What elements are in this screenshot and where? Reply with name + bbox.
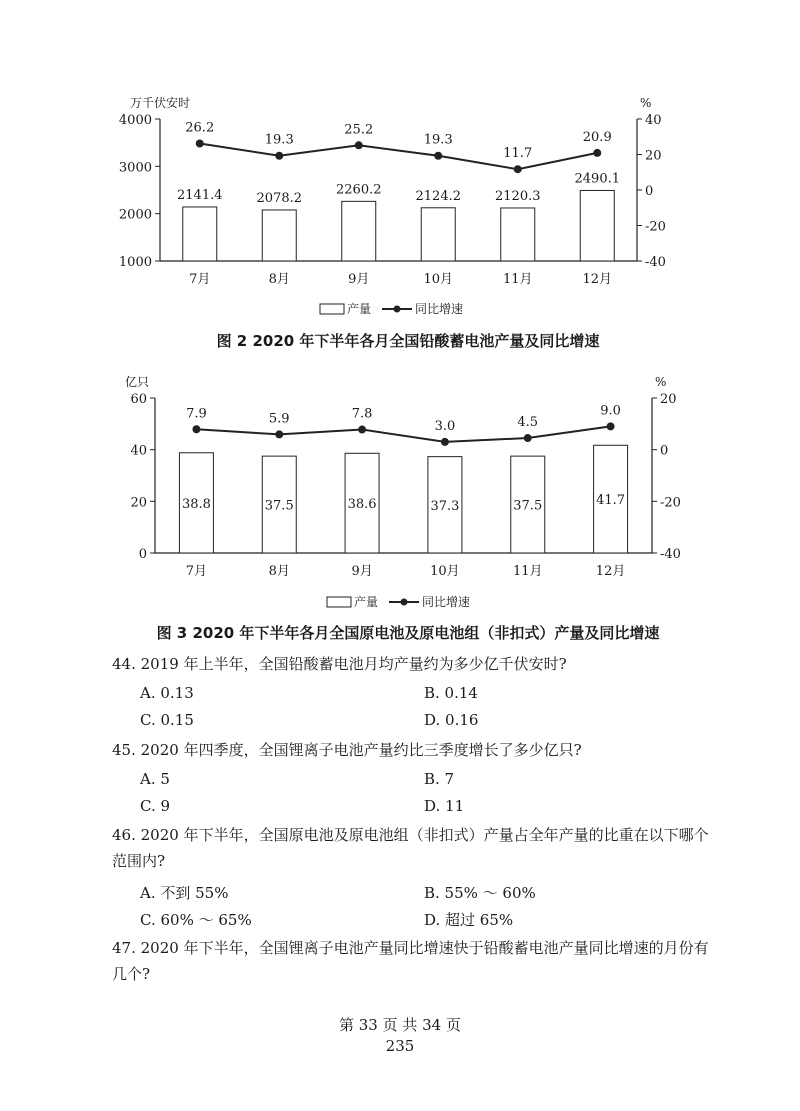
growth-value-label: 25.2 bbox=[344, 122, 374, 138]
bar-value-label: 2078.2 bbox=[256, 190, 302, 206]
right-tick-label: -20 bbox=[645, 219, 666, 235]
growth-point-11月 bbox=[514, 165, 522, 173]
growth-point-12月 bbox=[593, 149, 601, 157]
q46-option-d[interactable]: D. 超过 65% bbox=[424, 911, 514, 929]
bar-7月 bbox=[183, 207, 217, 261]
growth-point-9月 bbox=[355, 141, 363, 149]
q46-option-b[interactable]: B. 55% ～ 60% bbox=[424, 884, 536, 902]
q46-option-a[interactable]: A. 不到 55% bbox=[140, 884, 229, 902]
left-axis-unit: 亿只 bbox=[125, 375, 150, 389]
chart-3-caption: 图 3 2020 年下半年各月全国原电池及原电池组（非扣式）产量及同比增速 bbox=[156, 624, 660, 642]
bar-value-label: 38.8 bbox=[181, 496, 211, 512]
growth-value-label: 19.3 bbox=[423, 132, 453, 148]
bar-value-label: 2120.3 bbox=[495, 188, 541, 204]
question-44-stem: 44. 2019 年上半年，全国铅酸蓄电池月均产量约为多少亿千伏安时? bbox=[112, 655, 567, 673]
x-tick-label: 7月 bbox=[185, 564, 208, 579]
legend-bar-swatch bbox=[320, 304, 344, 314]
bar-12月 bbox=[580, 190, 614, 261]
left-tick-label: 4000 bbox=[118, 113, 152, 128]
x-tick-label: 9月 bbox=[351, 564, 373, 579]
q46-option-c[interactable]: C. 60% ～ 65% bbox=[140, 911, 252, 929]
growth-value-label: 26.2 bbox=[185, 120, 215, 136]
growth-point-10月 bbox=[441, 438, 449, 446]
right-tick-label: 0 bbox=[645, 184, 654, 199]
bar-value-label: 2141.4 bbox=[177, 187, 223, 203]
primary-battery-chart bbox=[0, 360, 800, 615]
left-tick-label: 60 bbox=[130, 392, 147, 407]
bar-value-label: 2124.2 bbox=[415, 188, 461, 204]
right-tick-label: 20 bbox=[660, 392, 677, 407]
x-tick-label: 10月 bbox=[423, 272, 454, 287]
x-tick-label: 10月 bbox=[430, 564, 460, 579]
left-tick-label: 3000 bbox=[118, 160, 152, 176]
growth-value-label: 20.9 bbox=[582, 129, 612, 145]
bar-value-label: 37.5 bbox=[513, 498, 543, 514]
bar-value-label: 2490.1 bbox=[574, 171, 620, 187]
left-tick-label: 2000 bbox=[118, 207, 152, 223]
left-tick-label: 20 bbox=[130, 495, 147, 511]
page-indicator: 第 33 页 共 34 页 bbox=[338, 1016, 461, 1034]
left-tick-label: 0 bbox=[138, 547, 147, 562]
q45-option-d[interactable]: D. 11 bbox=[424, 797, 465, 815]
q45-option-a[interactable]: A. 5 bbox=[140, 770, 170, 788]
right-axis-unit: % bbox=[655, 375, 667, 389]
x-tick-label: 12月 bbox=[582, 272, 613, 287]
bar-value-label: 41.7 bbox=[596, 493, 626, 509]
legend-line-label: 同比增速 bbox=[415, 302, 464, 316]
bar-value-label: 37.5 bbox=[264, 498, 294, 514]
growth-line bbox=[200, 143, 598, 169]
legend-line-label: 同比增速 bbox=[422, 595, 471, 609]
q44-option-a[interactable]: A. 0.13 bbox=[140, 684, 194, 702]
page-number: 235 bbox=[385, 1037, 415, 1055]
question-45-stem: 45. 2020 年四季度，全国锂离子电池产量约比三季度增长了多少亿只? bbox=[112, 741, 582, 759]
growth-point-10月 bbox=[434, 152, 442, 160]
x-tick-label: 8月 bbox=[268, 272, 290, 287]
x-tick-label: 8月 bbox=[268, 564, 290, 579]
x-tick-label: 11月 bbox=[502, 272, 533, 287]
growth-point-8月 bbox=[275, 430, 283, 438]
left-tick-label: 40 bbox=[130, 443, 147, 459]
right-tick-label: 20 bbox=[645, 148, 662, 164]
growth-line bbox=[196, 426, 610, 442]
growth-point-7月 bbox=[196, 139, 204, 147]
left-axis-unit: 万千伏安时 bbox=[130, 96, 191, 110]
legend-line-marker bbox=[401, 599, 408, 606]
growth-value-label: 3.0 bbox=[434, 418, 456, 434]
question-46-stem: 46. 2020 年下半年，全国原电池及原电池组（非扣式）产量占全年产量的比重在以下哪个范围内? bbox=[112, 826, 709, 870]
q45-option-c[interactable]: C. 9 bbox=[140, 797, 171, 815]
growth-value-label: 19.3 bbox=[264, 132, 294, 148]
legend-line-marker bbox=[394, 306, 401, 313]
bar-10月 bbox=[421, 208, 455, 261]
lead-acid-battery-chart bbox=[0, 85, 800, 330]
growth-point-8月 bbox=[275, 152, 283, 160]
question-47-stem: 47. 2020 年下半年，全国锂离子电池产量同比增速快于铅酸蓄电池产量同比增速的月份有几个? bbox=[112, 939, 709, 983]
bar-9月 bbox=[342, 201, 376, 261]
x-tick-label: 9月 bbox=[348, 272, 370, 287]
q45-option-b[interactable]: B. 7 bbox=[424, 770, 455, 788]
right-tick-label: -40 bbox=[645, 255, 666, 270]
growth-value-label: 5.9 bbox=[268, 411, 290, 427]
growth-value-label: 11.7 bbox=[503, 146, 533, 162]
bar-value-label: 2260.2 bbox=[336, 182, 382, 198]
bar-11月 bbox=[501, 208, 535, 261]
growth-value-label: 7.9 bbox=[186, 406, 207, 422]
growth-point-11月 bbox=[524, 434, 532, 442]
growth-point-7月 bbox=[192, 425, 200, 433]
legend-bar-label: 产量 bbox=[354, 595, 379, 609]
left-tick-label: 1000 bbox=[118, 255, 152, 270]
bar-value-label: 37.3 bbox=[430, 498, 460, 514]
q44-option-d[interactable]: D. 0.16 bbox=[424, 711, 479, 729]
x-tick-label: 7月 bbox=[189, 272, 211, 287]
growth-point-9月 bbox=[358, 426, 366, 434]
x-tick-label: 11月 bbox=[512, 564, 543, 579]
growth-point-12月 bbox=[607, 422, 615, 430]
right-tick-label: 40 bbox=[645, 113, 662, 128]
q44-option-c[interactable]: C. 0.15 bbox=[140, 711, 194, 729]
growth-value-label: 4.5 bbox=[517, 415, 539, 431]
right-axis-unit: % bbox=[640, 96, 652, 110]
right-tick-label: -40 bbox=[660, 547, 681, 562]
q44-option-b[interactable]: B. 0.14 bbox=[424, 684, 478, 702]
growth-value-label: 7.8 bbox=[351, 406, 373, 422]
x-tick-label: 12月 bbox=[595, 564, 626, 579]
chart-2-caption: 图 2 2020 年下半年各月全国铅酸蓄电池产量及同比增速 bbox=[216, 332, 600, 350]
bar-value-label: 38.6 bbox=[347, 497, 377, 513]
legend-bar-label: 产量 bbox=[347, 302, 372, 316]
legend-bar-swatch bbox=[327, 597, 351, 607]
right-tick-label: 0 bbox=[660, 443, 669, 459]
growth-value-label: 9.0 bbox=[600, 403, 621, 419]
bar-8月 bbox=[262, 210, 296, 261]
right-tick-label: -20 bbox=[660, 495, 681, 511]
